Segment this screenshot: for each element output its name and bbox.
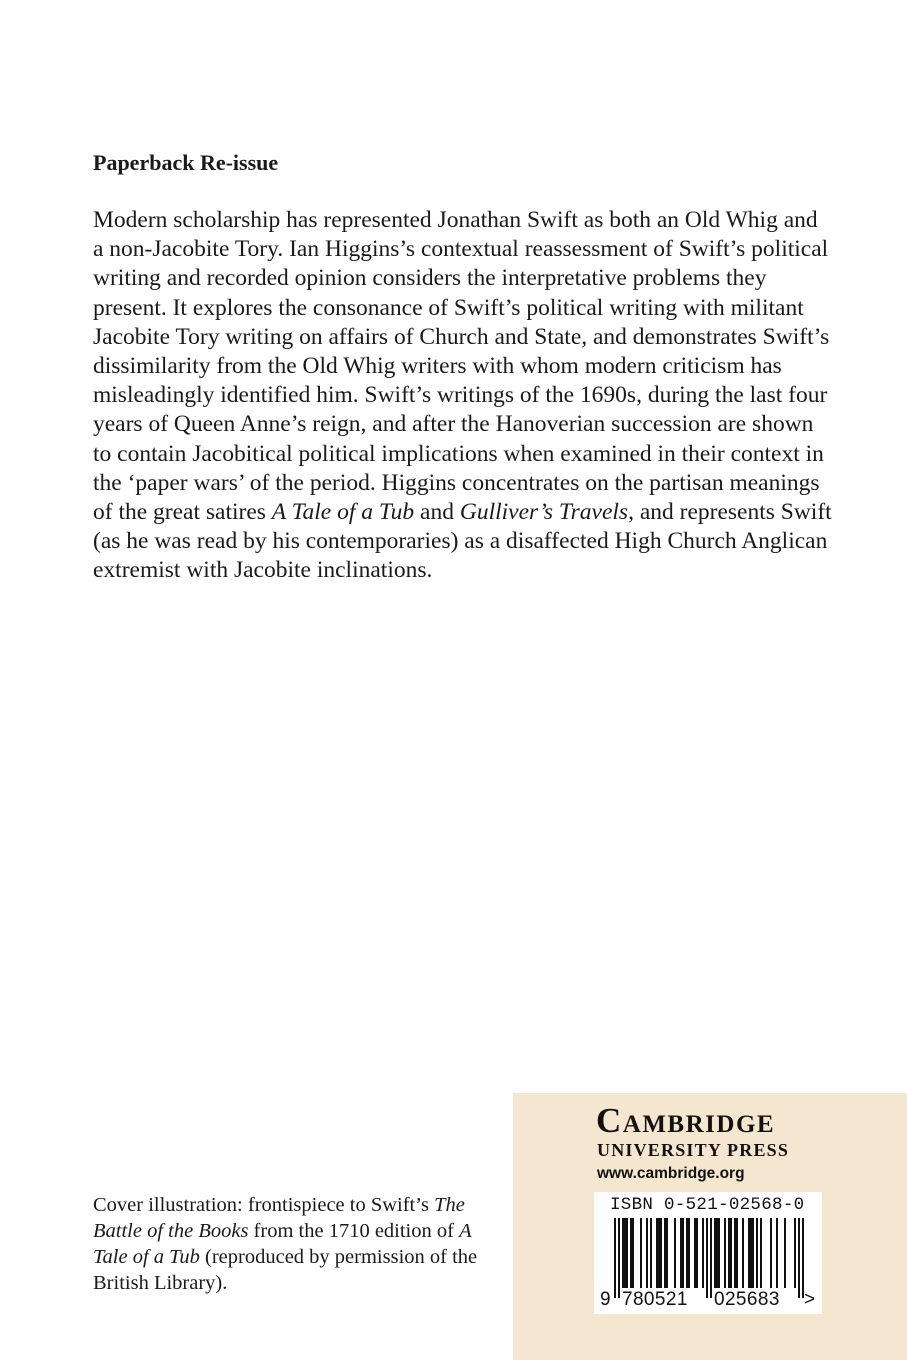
- barcode-bar: [750, 1218, 752, 1288]
- barcode-bar: [702, 1218, 704, 1288]
- barcode-bar: [664, 1218, 666, 1288]
- isbn-label: ISBN 0-521-02568-0: [610, 1195, 805, 1215]
- barcode-bar: [724, 1218, 726, 1288]
- barcode-bar: [736, 1218, 738, 1288]
- barcode-bar: [752, 1218, 754, 1288]
- barcode-bar: [776, 1218, 778, 1288]
- barcode-bar: [686, 1218, 688, 1288]
- barcode-end-mark: >: [804, 1289, 816, 1310]
- barcode-bar: [660, 1218, 662, 1288]
- credit-title-battle-of-the-books: The Battle of the Books: [93, 1194, 465, 1242]
- barcode-bar: [756, 1218, 758, 1288]
- barcode-bar: [688, 1218, 690, 1288]
- heading: Paperback Re-issue: [93, 150, 279, 175]
- barcode-bar: [770, 1218, 772, 1288]
- publisher-subtitle: UNIVERSITY PRESS: [597, 1140, 790, 1160]
- credit-text-1: Cover illustration: frontispiece to Swift’s: [93, 1194, 435, 1216]
- barcode-digit-first: 9: [600, 1289, 611, 1310]
- barcode-digits-left: 780521: [622, 1289, 688, 1310]
- barcode-bar: [716, 1218, 718, 1288]
- publisher-name: Cambridge: [596, 1101, 776, 1140]
- barcode-bar: [706, 1218, 708, 1298]
- description-paragraph: [93, 206, 833, 586]
- barcode-bar: [614, 1218, 616, 1298]
- barcode-bar: [760, 1218, 762, 1288]
- barcode-bar: [728, 1218, 730, 1288]
- barcode-bar: [682, 1218, 684, 1288]
- barcode-bar: [674, 1218, 676, 1288]
- barcode-bar: [630, 1218, 632, 1288]
- barcode-bar: [802, 1218, 804, 1298]
- barcode-bar: [624, 1218, 626, 1288]
- description-text-3: , and represents Swift (as he was read by his contemporaries) as a disaffected High Church Anglican extremist with Jacobite inclinations.: [93, 499, 832, 584]
- barcode-bar: [650, 1218, 652, 1288]
- title-gullivers-travels: Gulliver’s Travels: [459, 499, 629, 526]
- barcode-bar: [646, 1218, 648, 1288]
- barcode-bar: [742, 1218, 744, 1288]
- barcode-bar: [714, 1218, 716, 1288]
- barcode-bar: [748, 1218, 750, 1288]
- barcode-bar: [798, 1218, 800, 1298]
- barcode-bar: [632, 1218, 634, 1288]
- credit-text-3: (reproduced by permission of the British Library).: [93, 1246, 478, 1294]
- barcode-bar: [696, 1218, 698, 1288]
- credit-title-tale-of-a-tub: A Tale of a Tub: [93, 1220, 472, 1268]
- publisher-url: www.cambridge.org: [597, 1165, 745, 1182]
- barcode-digits-right: 025683: [714, 1289, 780, 1310]
- cover-illustration-credit: [93, 1192, 503, 1296]
- barcode-bar: [734, 1218, 736, 1288]
- barcode-bar: [626, 1218, 628, 1288]
- barcode-bar: [656, 1218, 658, 1288]
- barcode-bar: [784, 1218, 786, 1288]
- publisher-panel: [513, 1093, 907, 1360]
- barcode: [594, 1192, 822, 1314]
- description-text-1: Modern scholarship has represented Jonathan Swift as both an Old Whig and a non-Jacobite Tory. Ian Higgins’s contextual reassessment of Swift’s political writing and recorded opinion considers the interpretative problems they present. It explores the consonance of Swift’s political writing with militant Jacobite Tory writing on affairs of Church and State, and demonstrates Swift’s dissimilarity from the Old Whig writers with whom modern criticism has misleadingly identified him. Swift’s writings of the 1690s, during the last four years of Queen Anne’s reign, and after the Hanoverian succession are shown to contain Jacobitical political implications when examined in their context in the ‘paper wars’ of the period. Higgins concentrates on the partisan meanings of the great satires: [93, 207, 830, 526]
- barcode-bar: [658, 1218, 660, 1288]
- barcode-bar: [640, 1218, 642, 1288]
- barcode-bar: [794, 1218, 796, 1288]
- description-text-2: and: [414, 499, 460, 526]
- credit-text-2: from the 1710 edition of: [248, 1220, 460, 1242]
- barcode-bar: [618, 1218, 620, 1298]
- barcode-bar: [666, 1218, 668, 1288]
- title-tale-of-a-tub: A Tale of a Tub: [271, 499, 415, 526]
- barcode-bar: [694, 1218, 696, 1288]
- barcode-bar: [730, 1218, 732, 1288]
- barcode-bar: [710, 1218, 712, 1298]
- barcode-bar: [680, 1218, 682, 1288]
- barcode-bar: [622, 1218, 624, 1288]
- barcode-bar: [718, 1218, 720, 1288]
